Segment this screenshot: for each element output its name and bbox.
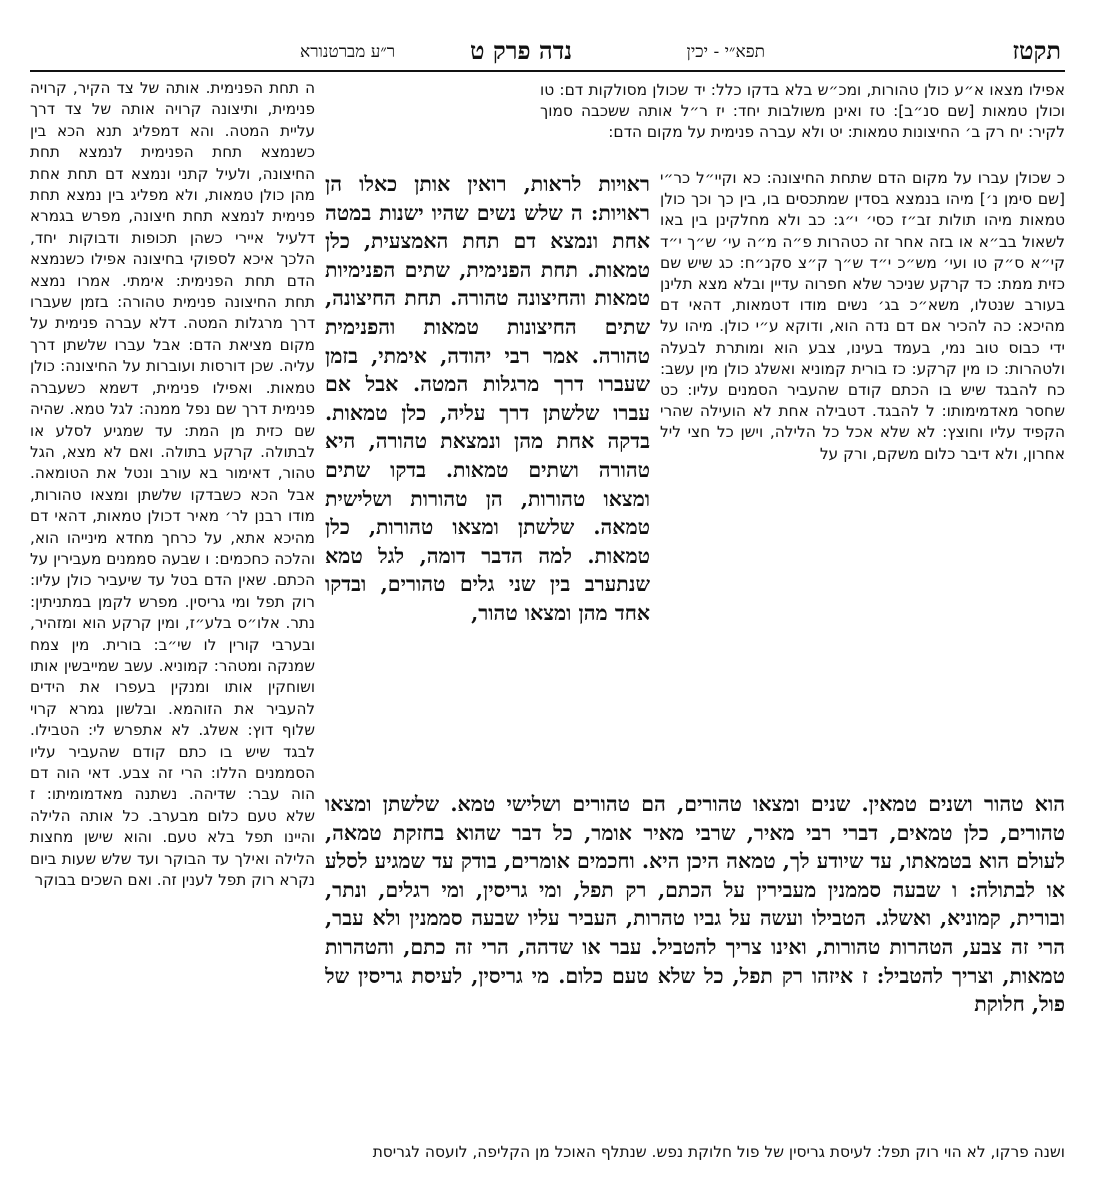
tiferet-top-text: אפילו מצאו א״ע כולן טהורות, ומכ״ש בלא בדקו כלל: יד שכולן מסולקות דם: טו וכולן טמאות [שם סנ״ב]: טז ואינן משולבות יחד: יז ר״ל אותה ששכבה סמוך לקיר: יח רק ב׳ החיצונות טמאות: יט ולא עברה פנימית על מקום הדם: xyxy=(540,81,1065,142)
page-number: תקטז xyxy=(1012,36,1061,65)
mishna-continuation-text: הוא טהור ושנים טמאין. שנים ומצאו טהורים, הם טהורים ושלישי טמא. שלשתן ומצאו טהורים, כלן טמאים, דברי רבי מאיר, שרבי מאיר אומר, כל דבר שהוא בחזקת טמאה, לעולם הוא בטמאתו, עד שיודע לך, טמאה היכן היא. וחכמים אומרים, בודק עד שמגיע לסלע או לבתולה: ו שבעה סממנין מעבירין על הכתם, רק תפל, ומי גריסין, ומי רגלים, ונתר, ובורית, קמוניא, ואשלג. הטבילו ועשה על גביו טהרות, העביר עליו שבעה סממנין ולא עבר, הרי זה צבע, הטהרות טהורות, ואינו צריך להטביל. עבר או שדהה, הרי זה כתם, והטהרות טמאות, וצריך להטביל: ז איזהו רק תפל, כל שלא טעם כלום. מי גריסין, לעיסת גריסין של פול, חלוקת xyxy=(325,792,1065,1017)
tiferet-commentary-top xyxy=(540,80,1065,168)
left-commentary-label: ר״ע מברטנורא xyxy=(300,42,396,62)
tractate-title: נדה פרק ט xyxy=(470,36,573,65)
mishna-column xyxy=(325,170,650,782)
tiferet-side-text: כ שכולן עברו על מקום הדם שתחת החיצונה: כא וקיי״ל כר״י [שם סימן נ׳] מיהו בנמצא בסדין שמתכסים בו, בין כך וכך כולן טמאות מיהו תולות זב״ז כסי׳ י״ג: כב ולא מחלקינן בין באו לשאול בב״א או בזה אחר זה כטהרות פ״ה מ״ה עי׳ ש״ך י״ד קי״א ס״ק טו ועי׳ מש״כ י״ד ש״ך ק״צ סקנ״ח: כג שיש שם כזית ממת: כד קרקע שניכר שלא חפרוה עדיין ובלא מצא תלינן בעורב שנטלו, משא״כ בג׳ נשים מודו דטמאות, דהאי דם מהיכא: כה להכיר אם דם נדה הוא, ודוקא ע״י כולן. מיהו על ידי כבוס טוב נמי, בעמד בעינו, צבע הוא ומותרת לבעלה ולטהרות: כו מין קרקע: כז בורית קמוניא ואשלג כולן מין עשב: כח להבגד שיש בו הכתם קודם שהעביר הסמנים עליו: כט שחסר מאדמימותו: ל להבגד. דטבילה אחת לא הועילה שהרי הקפיד עליו וחוצץ: לא שלא אכל כל הלילה, וישן כל חצי ליל אחרון, ולא דיבר כלום משקם, ורק על xyxy=(660,169,1065,463)
right-commentary-label: תפא״י - יכין xyxy=(686,42,765,62)
mishna-continuation xyxy=(325,790,1065,1136)
tiferet-commentary-side xyxy=(660,168,1065,780)
footer-line xyxy=(30,1142,1065,1166)
header-rule xyxy=(30,70,1065,72)
footer-text: ושנה פרקו, לא הוי רוק תפל: לעיסת גריסין של פול חלוקת נפש. שנתלף האוכל מן הקליפה, לועסה לגריסת xyxy=(372,1143,1065,1161)
bartenura-text: ה תחת הפנימית. אותה של צד הקיר, קרויה פנימית, ותיצונה קרויה אותה של צד דרך עליית המטה. והא דמפליג תנא הכא בין כשנמצא תחת הפנימית לנמצא תחת החיצונה, ולעיל קתני ונמצא דם תחת אחת מהן כולן טמאות, ולא מפליג בין נמצא תחת פנימית לנמצא תחת חיצונה, מפרש בגמרא דלעיל איירי כשהן תכופות ודבוקות יחד, הלכך איכא לספוקי בחיצונה אפילו כשנמצא הדם תחת הפנימית: אימתי. אמרו נמצא תחת החיצונה פנימית טהורה: בזמן שעברו דרך מרגלות המטה. דלא עברה פנימית על מקום מציאת הדם: אבל עברו שלשתן דרך עליה. שכן דורסות ועוברות על החיצונה: כולן טמאות. ואפילו פנימית, דשמא כשעברה פנימית דרך שם נפל ממנה: לגל טמא. שהיה שם כזית מן המת: עד שמגיע לסלע או לבתולה. קרקע בתולה. ואם לא מצא, הגל טהור, דאימור בא עורב ונטל את הטומאה. אבל הכא כשבדקו שלשתן ומצאו טהורות, מודו רבנן לר׳ מאיר דכולן טמאות, דהאי דם מהיכא אתא, על כרחך מחדא מינייהו הוא, והלכה כחכמים: ו שבעה סממנים מעבירין על הכתם. שאין הדם בטל עד שיעביר כולן עליו: רוק תפל ומי גריסין. מפרש לקמן במתניתין: נתר. אלו״ס בלע״ז, ומין קרקע הוא ומזהיר, ובערבי קורין לו שי״ב: בורית. מין צמח שמנקה ומטהר: קמוניא. עשב שמייבשין אותו ושוחקין אותו ומנקין בעפרו את הידים להעביר את הזוהמא. ובלשון גמרא קרוי שלוף דוץ: אשלג. לא אתפרש לי: הטבילו. לבגד שיש בו כתם קודם שהעביר עליו הסממנים הללו: הרי זה צבע. דאי הוה דם הוה עבר: שדיהה. נשתנה מאדמומיתו: ז שלא טעם כלום מבערב. כל אותה הלילה והיינו תפל בלא טעם. והוא שישן מחצות הלילה ואילך עד הבוקר ועד שלש שעות ביום נקרא רוק תפל לענין זה. ואם השכים בבוקר xyxy=(30,79,315,890)
bartenura-commentary xyxy=(30,78,315,1136)
mishna-column-text: ראויות לראות, רואין אותן כאלו הן ראויות: ה שלש נשים שהיו ישנות במטה אחת ונמצא דם תחת האמצעית, כלן טמאות. תחת הפנימית, שתים הפנימיות טמאות והחיצונה טהורה. תחת החיצונה, שתים החיצונות טמאות והפנימית טהורה. אמר רבי יהודה, אימתי, בזמן שעברו דרך מרגלות המטה. אבל אם עברו שלשתן דרך עליה, כלן טמאות. בדקה אחת מהן ונמצאת טהורה, היא טהורה ושתים טמאות. בדקו שתים ומצאו טהורות, הן טהורות ושלישית טמאה. שלשתן ומצאו טהורות, כלן טמאות. למה הדבר דומה, לגל טמא שנתערב בין שני גלים טהורים, ובדקו אחד מהן ומצאו טהור, xyxy=(325,172,650,625)
